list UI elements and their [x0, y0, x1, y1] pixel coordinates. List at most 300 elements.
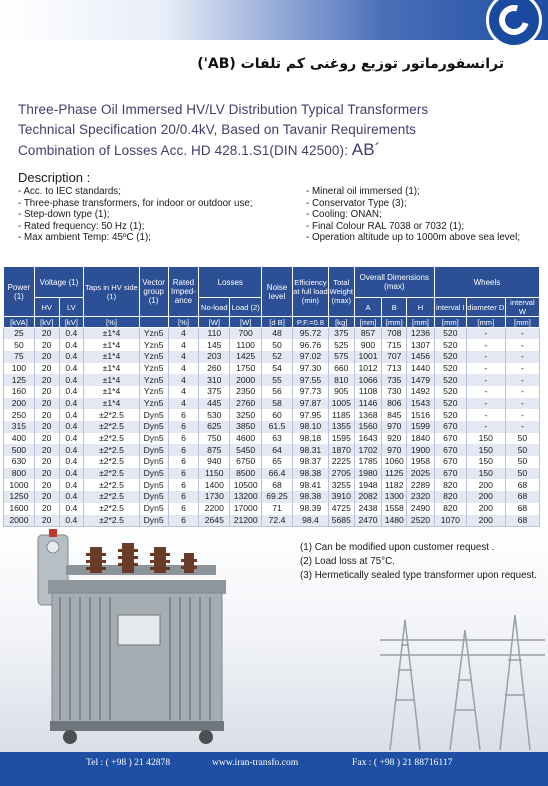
unit-efficiency: P.F.=0.8 — [292, 317, 328, 328]
table-cell: 1146 — [354, 398, 382, 410]
table-cell: 20 — [34, 479, 59, 491]
table-cell: 25 — [4, 328, 35, 340]
table-cell: 4 — [168, 398, 199, 410]
company-logo — [486, 0, 542, 48]
table-cell: 96.76 — [292, 339, 328, 351]
table-cell: 1400 — [199, 479, 230, 491]
table-cell: 2490 — [407, 503, 435, 515]
table-cell: 20 — [34, 515, 59, 527]
table-cell: 6 — [168, 468, 199, 480]
unit-weight: [kg] — [328, 317, 354, 328]
table-cell: 20 — [34, 468, 59, 480]
description-item: - Cooling: ONAN; — [306, 209, 542, 221]
table-cell: 98.31 — [292, 444, 328, 456]
unit-vector — [139, 317, 168, 328]
table-cell: 6 — [168, 503, 199, 515]
table-cell: 71 — [262, 503, 293, 515]
note-item: (3) Hermetically sealed type transformer upon request. — [300, 570, 537, 581]
table-row — [4, 479, 540, 491]
table-cell: 520 — [434, 374, 466, 386]
table-cell: 707 — [382, 351, 407, 363]
table-cell: 20 — [34, 433, 59, 445]
table-cell: Yzn5 — [139, 351, 168, 363]
header-noise: Noise level — [262, 267, 293, 317]
table-cell: ±2*2.5 — [84, 444, 140, 456]
table-cell: 920 — [382, 433, 407, 445]
table-cell: 4 — [168, 328, 199, 340]
unit-lv: [kV] — [59, 317, 84, 328]
table-cell: 315 — [4, 421, 35, 433]
unit-noise: [d B] — [262, 317, 293, 328]
header-losses: Losses — [199, 267, 262, 298]
table-cell: 0.4 — [59, 398, 84, 410]
table-cell: 52 — [262, 351, 293, 363]
table-cell: 5450 — [230, 444, 262, 456]
table-cell: 660 — [328, 363, 354, 375]
table-cell: 1150 — [199, 468, 230, 480]
description-item: - Three-phase transformers, for indoor or outdoor use; — [18, 198, 303, 210]
table-cell: 1516 — [407, 409, 435, 421]
table-cell: ±1*4 — [84, 374, 140, 386]
description-item: - Step-down type (1); — [18, 209, 303, 221]
table-cell: Yzn5 — [139, 374, 168, 386]
table-cell: 940 — [199, 456, 230, 468]
header-hv: HV — [34, 298, 59, 317]
table-cell: 64 — [262, 444, 293, 456]
table-cell: 520 — [434, 386, 466, 398]
title-line-2: Technical Specification 20/0.4kV, Based on Tavanir Requirements — [18, 122, 417, 137]
table-cell: 1900 — [407, 444, 435, 456]
table-cell: 708 — [382, 328, 407, 340]
table-cell: ±1*4 — [84, 386, 140, 398]
table-cell: 375 — [328, 328, 354, 340]
table-cell: 820 — [434, 479, 466, 491]
unit-hv: [kV] — [34, 317, 59, 328]
table-cell: 0.4 — [59, 444, 84, 456]
table-cell: 4725 — [328, 503, 354, 515]
table-cell: 1070 — [434, 515, 466, 527]
table-cell: 820 — [434, 491, 466, 503]
table-cell: 1368 — [354, 409, 382, 421]
table-cell: 0.4 — [59, 351, 84, 363]
table-cell: 630 — [4, 456, 35, 468]
table-cell: 0.4 — [59, 339, 84, 351]
table-cell: 48 — [262, 328, 293, 340]
table-cell: Yzn5 — [139, 398, 168, 410]
table-row — [4, 444, 540, 456]
table-cell: 200 — [466, 503, 505, 515]
table-cell: 6 — [168, 444, 199, 456]
table-cell: 20 — [34, 421, 59, 433]
table-cell: 60 — [262, 409, 293, 421]
table-row — [4, 386, 540, 398]
header-voltage: Voltage (1) — [34, 267, 83, 298]
table-cell: 900 — [354, 339, 382, 351]
table-cell: 0.4 — [59, 374, 84, 386]
table-cell: 200 — [466, 479, 505, 491]
table-cell: 98.41 — [292, 479, 328, 491]
table-cell: 1182 — [382, 479, 407, 491]
table-cell: - — [505, 328, 539, 340]
table-cell: 98.10 — [292, 421, 328, 433]
substation-illustration — [380, 600, 545, 755]
table-cell: 1958 — [407, 456, 435, 468]
description-item: - Conservator Type (3); — [306, 198, 542, 210]
table-cell: ±1*4 — [84, 339, 140, 351]
table-cell: 98.38 — [292, 491, 328, 503]
table-cell: 20 — [34, 398, 59, 410]
table-cell: 20 — [34, 444, 59, 456]
table-cell: 0.4 — [59, 491, 84, 503]
table-row — [4, 363, 540, 375]
table-cell: ±2*2.5 — [84, 468, 140, 480]
table-row — [4, 374, 540, 386]
header-diameter: diameter D — [466, 298, 505, 317]
note-item: (2) Load loss at 75°C. — [300, 556, 395, 567]
table-cell: 0.4 — [59, 503, 84, 515]
table-cell: 800 — [4, 468, 35, 480]
table-cell: 63 — [262, 433, 293, 445]
footer-fax: Fax : ( +98 ) 21 88716117 — [352, 757, 453, 768]
table-cell: 1000 — [4, 479, 35, 491]
table-cell: 700 — [230, 328, 262, 340]
table-cell: 2225 — [328, 456, 354, 468]
table-cell: 6750 — [230, 456, 262, 468]
table-cell: 1060 — [382, 456, 407, 468]
table-cell: 20 — [34, 386, 59, 398]
header-dim-b: B — [382, 298, 407, 317]
table-cell: 2350 — [230, 386, 262, 398]
spec-table-container — [3, 266, 540, 527]
table-cell: 150 — [466, 456, 505, 468]
table-cell: ±1*4 — [84, 351, 140, 363]
table-cell: 1600 — [4, 503, 35, 515]
table-cell: 575 — [328, 351, 354, 363]
table-row — [4, 398, 540, 410]
table-row — [4, 328, 540, 340]
table-cell: ±2*2.5 — [84, 421, 140, 433]
table-cell: 75 — [4, 351, 35, 363]
table-cell: 68 — [505, 503, 539, 515]
table-cell: 150 — [466, 444, 505, 456]
table-cell: 670 — [434, 468, 466, 480]
table-cell: 520 — [434, 339, 466, 351]
table-cell: 1595 — [328, 433, 354, 445]
header-power: Power (1) — [4, 267, 35, 317]
table-cell: 150 — [466, 468, 505, 480]
table-cell: 1456 — [407, 351, 435, 363]
table-cell: 2705 — [328, 468, 354, 480]
table-cell: Yzn5 — [139, 363, 168, 375]
table-cell: 2025 — [407, 468, 435, 480]
table-cell: 6 — [168, 421, 199, 433]
table-cell: 68 — [262, 479, 293, 491]
table-cell: - — [505, 339, 539, 351]
table-cell: Dyn5 — [139, 421, 168, 433]
table-cell: 905 — [328, 386, 354, 398]
table-cell: 3850 — [230, 421, 262, 433]
table-cell: - — [466, 374, 505, 386]
table-cell: 670 — [434, 433, 466, 445]
table-cell: Dyn5 — [139, 491, 168, 503]
table-cell: 670 — [434, 456, 466, 468]
table-cell: 875 — [199, 444, 230, 456]
table-cell: - — [466, 339, 505, 351]
table-cell: 730 — [382, 386, 407, 398]
table-cell: 2200 — [199, 503, 230, 515]
note-item: (1) Can be modified upon customer request . — [300, 542, 495, 553]
table-cell: 530 — [199, 409, 230, 421]
description-left-list — [18, 186, 303, 244]
table-cell: - — [466, 363, 505, 375]
title-line-3-text: Combination of Losses Acc. HD 428.1.S1(DIN 42500): — [18, 143, 348, 158]
table-cell: 20 — [34, 409, 59, 421]
table-cell: - — [466, 398, 505, 410]
table-cell: - — [505, 386, 539, 398]
title-line-1: Three-Phase Oil Immersed HV/LV Distribution Typical Transformers — [18, 102, 429, 117]
table-cell: 17000 — [230, 503, 262, 515]
table-cell: Dyn5 — [139, 444, 168, 456]
top-banner — [0, 0, 548, 40]
unit-interval-w: [mm] — [505, 317, 539, 328]
table-cell: ±1*4 — [84, 398, 140, 410]
table-cell: 20 — [34, 328, 59, 340]
table-cell: 1643 — [354, 433, 382, 445]
table-cell: 806 — [382, 398, 407, 410]
table-cell: 970 — [382, 444, 407, 456]
table-cell: 1355 — [328, 421, 354, 433]
table-cell: 520 — [434, 351, 466, 363]
table-cell: ±2*2.5 — [84, 503, 140, 515]
table-cell: 97.30 — [292, 363, 328, 375]
header-noload: No-load — [199, 298, 230, 317]
header-dim-a: A — [354, 298, 382, 317]
table-cell: 97.95 — [292, 409, 328, 421]
table-cell: 61.5 — [262, 421, 293, 433]
table-cell: 0.4 — [59, 328, 84, 340]
table-cell: 670 — [434, 444, 466, 456]
table-cell: 310 — [199, 374, 230, 386]
table-cell: 97.02 — [292, 351, 328, 363]
table-cell: Dyn5 — [139, 479, 168, 491]
header-lv: LV — [59, 298, 84, 317]
table-cell: Dyn5 — [139, 456, 168, 468]
table-cell: 2289 — [407, 479, 435, 491]
unit-impedance: [%] — [168, 317, 199, 328]
table-cell: 1307 — [407, 339, 435, 351]
table-cell: 625 — [199, 421, 230, 433]
table-cell: 20 — [34, 363, 59, 375]
table-cell: 0.4 — [59, 468, 84, 480]
table-cell: Dyn5 — [139, 503, 168, 515]
table-cell: 1425 — [230, 351, 262, 363]
table-cell: 1440 — [407, 363, 435, 375]
table-cell: 0.4 — [59, 515, 84, 527]
table-cell: ±1*4 — [84, 363, 140, 375]
table-cell: 1012 — [354, 363, 382, 375]
persian-title: ترانسفورماتور توزیع روغنی کم تلفات (AB') — [197, 56, 504, 72]
table-row — [4, 456, 540, 468]
table-cell: 200 — [466, 491, 505, 503]
table-cell: Dyn5 — [139, 515, 168, 527]
table-cell: 4 — [168, 374, 199, 386]
table-cell: 100 — [4, 363, 35, 375]
footer-bar — [0, 752, 548, 786]
table-cell: 200 — [466, 515, 505, 527]
unit-dim-b: [mm] — [382, 317, 407, 328]
table-cell: 6 — [168, 491, 199, 503]
table-row — [4, 491, 540, 503]
table-cell: - — [466, 351, 505, 363]
table-cell: 1108 — [354, 386, 382, 398]
header-dim-h: H — [407, 298, 435, 317]
table-cell: ±2*2.5 — [84, 456, 140, 468]
table-cell: 20 — [34, 339, 59, 351]
table-cell: 20 — [34, 351, 59, 363]
table-cell: - — [466, 328, 505, 340]
unit-power: [kVA] — [4, 317, 35, 328]
table-cell: 6 — [168, 456, 199, 468]
table-cell: 6 — [168, 515, 199, 527]
table-cell: 845 — [382, 409, 407, 421]
table-cell: 1492 — [407, 386, 435, 398]
header-dimensions: Overall Dimensions (max) — [354, 267, 434, 298]
description-item: - Mineral oil immersed (1); — [306, 186, 542, 198]
header-vector: Vector group (1) — [139, 267, 168, 317]
table-cell: 2520 — [407, 515, 435, 527]
description-item: - Operation altitude up to 1000m above sea level; — [306, 232, 542, 244]
table-cell: 50 — [505, 468, 539, 480]
table-cell: - — [466, 421, 505, 433]
table-cell: 50 — [505, 456, 539, 468]
header-interval-i: interval I — [434, 298, 466, 317]
table-cell: 20 — [34, 374, 59, 386]
table-cell: 8500 — [230, 468, 262, 480]
table-cell: 820 — [434, 503, 466, 515]
table-cell: 72.4 — [262, 515, 293, 527]
table-cell: 4 — [168, 351, 199, 363]
table-cell: 145 — [199, 339, 230, 351]
table-row — [4, 409, 540, 421]
table-cell: Yzn5 — [139, 339, 168, 351]
table-cell: 2760 — [230, 398, 262, 410]
table-cell: 200 — [4, 398, 35, 410]
table-cell: ±2*2.5 — [84, 409, 140, 421]
title-suffix: AB´ — [351, 140, 381, 159]
table-cell: 525 — [328, 339, 354, 351]
table-cell: 13200 — [230, 491, 262, 503]
table-cell: 98.37 — [292, 456, 328, 468]
table-cell: 1980 — [354, 468, 382, 480]
unit-taps: [%] — [84, 317, 140, 328]
table-cell: 0.4 — [59, 363, 84, 375]
table-cell: 0.4 — [59, 433, 84, 445]
table-cell: 6 — [168, 433, 199, 445]
table-cell: - — [505, 421, 539, 433]
unit-dim-h: [mm] — [407, 317, 435, 328]
table-cell: 520 — [434, 398, 466, 410]
header-weight: Total Weight (max) — [328, 267, 354, 317]
table-cell: 2000 — [230, 374, 262, 386]
table-cell: 98.39 — [292, 503, 328, 515]
table-cell: 55 — [262, 374, 293, 386]
table-cell: Yzn5 — [139, 386, 168, 398]
table-cell: 20 — [34, 491, 59, 503]
table-row — [4, 503, 540, 515]
table-cell: Dyn5 — [139, 468, 168, 480]
table-cell: 95.72 — [292, 328, 328, 340]
description-item: - Acc. to IEC standards; — [18, 186, 303, 198]
table-cell: Dyn5 — [139, 433, 168, 445]
table-row — [4, 433, 540, 445]
spec-table — [3, 266, 540, 527]
table-cell: - — [466, 386, 505, 398]
table-cell: 6 — [168, 409, 199, 421]
table-cell: 1100 — [230, 339, 262, 351]
table-cell: 1300 — [382, 491, 407, 503]
description-heading: Description : — [18, 170, 91, 185]
table-cell: - — [505, 374, 539, 386]
table-cell: 98.4 — [292, 515, 328, 527]
table-cell: - — [505, 363, 539, 375]
table-cell: 970 — [382, 421, 407, 433]
table-cell: 1250 — [4, 491, 35, 503]
table-cell: 54 — [262, 363, 293, 375]
table-cell: 160 — [4, 386, 35, 398]
table-cell: 1840 — [407, 433, 435, 445]
table-cell: 150 — [466, 433, 505, 445]
table-cell: 1480 — [382, 515, 407, 527]
table-cell: 50 — [4, 339, 35, 351]
table-cell: 3250 — [230, 409, 262, 421]
table-cell: 520 — [434, 409, 466, 421]
spec-table-body — [4, 328, 540, 527]
table-cell: 20 — [34, 456, 59, 468]
footer-website[interactable]: www.iran-transfo.com — [212, 757, 299, 768]
table-cell: 1001 — [354, 351, 382, 363]
table-cell: 500 — [4, 444, 35, 456]
table-cell: 0.4 — [59, 409, 84, 421]
header-impedance: Rated Imped- ance — [168, 267, 199, 317]
table-cell: 2645 — [199, 515, 230, 527]
table-cell: 125 — [4, 374, 35, 386]
unit-interval-i: [mm] — [434, 317, 466, 328]
table-cell: 2470 — [354, 515, 382, 527]
notes-list — [300, 541, 537, 583]
table-cell: 3255 — [328, 479, 354, 491]
table-cell: 400 — [4, 433, 35, 445]
table-cell: ±2*2.5 — [84, 515, 140, 527]
table-cell: 1005 — [328, 398, 354, 410]
table-cell: 97.73 — [292, 386, 328, 398]
table-cell: 50 — [262, 339, 293, 351]
table-cell: 2082 — [354, 491, 382, 503]
table-cell: 1558 — [382, 503, 407, 515]
table-cell: 1066 — [354, 374, 382, 386]
table-cell: 68 — [505, 515, 539, 527]
table-cell: 4 — [168, 339, 199, 351]
table-cell: 0.4 — [59, 479, 84, 491]
table-cell: 21200 — [230, 515, 262, 527]
table-cell: 1125 — [382, 468, 407, 480]
table-cell: ±1*4 — [84, 328, 140, 340]
table-cell: 1785 — [354, 456, 382, 468]
table-cell: 97.87 — [292, 398, 328, 410]
table-cell: 2438 — [354, 503, 382, 515]
table-cell: 1479 — [407, 374, 435, 386]
unit-load: [W] — [230, 317, 262, 328]
table-cell: ±2*2.5 — [84, 433, 140, 445]
